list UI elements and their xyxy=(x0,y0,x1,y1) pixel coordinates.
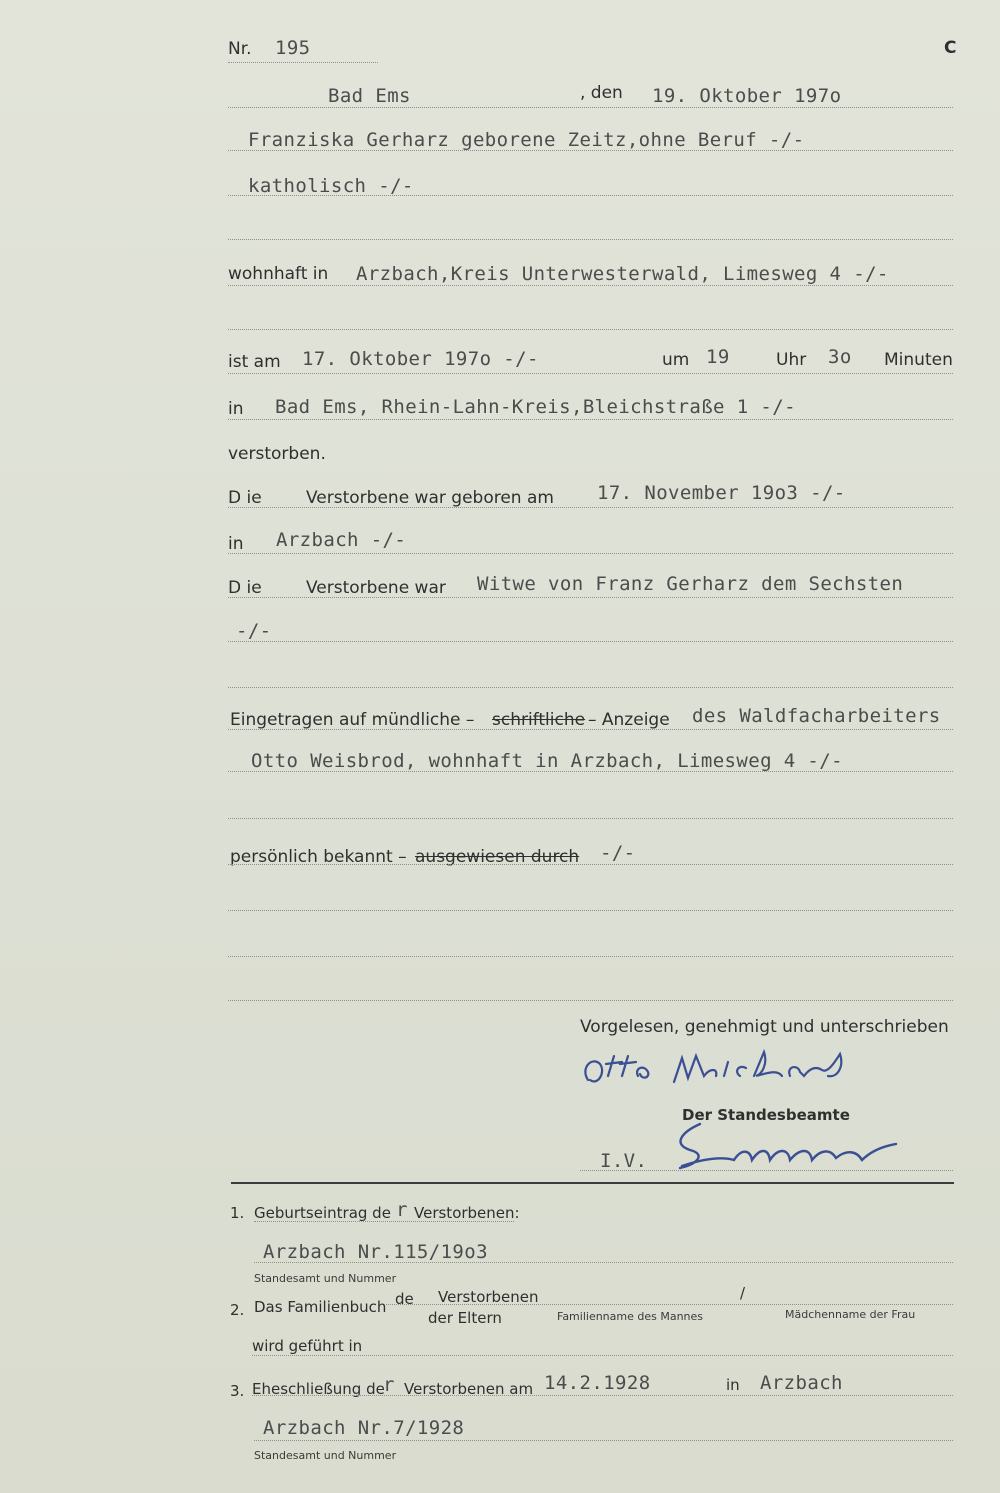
note3-typed-ending: r xyxy=(383,1374,395,1396)
death-date: 17. Oktober 197o -/- xyxy=(302,348,539,370)
death-rule-1 xyxy=(228,373,953,374)
person-rule-1 xyxy=(228,150,953,151)
verstorben-label: verstorben. xyxy=(228,444,326,464)
note2-rule-1 xyxy=(384,1304,953,1305)
registration-label-start: Eingetragen auf mündliche – xyxy=(230,710,475,730)
identity-rule-1 xyxy=(228,864,953,865)
den-label: , den xyxy=(580,83,623,103)
informant-signature xyxy=(578,1046,863,1094)
note2-de: de xyxy=(395,1290,414,1308)
birth-rule-2 xyxy=(228,553,953,554)
death-hour: 19 xyxy=(706,346,730,368)
residence-value: Arzbach,Kreis Unterwesterwald, Limesweg 4 -/- xyxy=(356,263,889,285)
birth-article: D ie xyxy=(228,488,262,508)
birth-rule-1 xyxy=(228,507,953,508)
birth-place: Arzbach -/- xyxy=(276,529,407,551)
note1-label: Geburtseintrag de xyxy=(254,1204,391,1222)
note2-label-2: wird geführt in xyxy=(252,1337,363,1355)
um-label: um xyxy=(662,350,690,370)
status-continuation: -/- xyxy=(236,620,272,642)
note2-caption-wife: Mädchenname der Frau xyxy=(785,1308,916,1321)
signature-rule xyxy=(580,1170,953,1171)
person-rule-2 xyxy=(228,195,953,196)
identity-rule-3 xyxy=(228,956,953,957)
residence-label: wohnhaft in xyxy=(228,264,329,284)
note1-number: 1. xyxy=(230,1204,245,1222)
note3-label: Eheschließung de xyxy=(252,1380,385,1398)
note2-slash: / xyxy=(740,1284,746,1302)
note1-value: Arzbach Nr.115/19o3 xyxy=(263,1241,488,1263)
note3-in-label: in xyxy=(726,1376,740,1394)
date-rule xyxy=(228,107,953,108)
registrar-signature xyxy=(660,1120,920,1176)
note3-value: Arzbach Nr.7/1928 xyxy=(263,1417,465,1439)
person-line-1: Franziska Gerharz geborene Zeitz,ohne Beruf -/- xyxy=(248,129,805,151)
status-article: D ie xyxy=(228,578,262,598)
registration-rule-3 xyxy=(228,818,953,819)
status-rule-3 xyxy=(228,687,953,688)
note3-caption: Standesamt und Nummer xyxy=(254,1449,397,1462)
note1-typed-ending: r xyxy=(396,1199,408,1221)
note3-rule-1 xyxy=(252,1395,953,1396)
corner-letter: C xyxy=(944,38,957,58)
birth-date: 17. November 19o3 -/- xyxy=(597,482,846,504)
person-line-2: katholisch -/- xyxy=(248,175,414,197)
divider-line xyxy=(231,1182,954,1184)
residence-rule-2 xyxy=(228,329,953,330)
registration-value-1: des Waldfacharbeiters xyxy=(692,705,941,727)
death-rule-2 xyxy=(228,419,953,420)
note2-rule-2 xyxy=(252,1355,953,1356)
iv-label: I.V. xyxy=(600,1150,648,1172)
note3-label-mid: Verstorbenen am xyxy=(404,1380,534,1398)
note3-rule-2 xyxy=(254,1440,953,1441)
identity-label-struck: ausgewiesen durch xyxy=(415,847,580,867)
status-rule-2 xyxy=(228,641,953,642)
residence-rule-1 xyxy=(228,285,953,286)
death-place: Bad Ems, Rhein-Lahn-Kreis,Bleichstraße 1 -/- xyxy=(275,396,796,418)
identity-rule-2 xyxy=(228,910,953,911)
note3-number: 3. xyxy=(230,1382,245,1400)
read-approved-label: Vorgelesen, genehmigt und unterschrieben xyxy=(580,1017,949,1037)
status-label: Verstorbene war xyxy=(306,578,446,598)
note1-label-end: Verstorbenen: xyxy=(414,1204,520,1222)
birth-in-label: in xyxy=(228,534,244,554)
identity-rule-4 xyxy=(228,1000,953,1001)
registration-value-2: Otto Weisbrod, wohnhaft in Arzbach, Limesweg 4 -/- xyxy=(251,750,843,772)
note2-number: 2. xyxy=(230,1301,245,1319)
death-minutes: 3o xyxy=(828,346,852,368)
note3-marriage-place: Arzbach xyxy=(760,1372,843,1394)
note1-caption: Standesamt und Nummer xyxy=(254,1272,397,1285)
registry-date: 19. Oktober 197o xyxy=(652,85,842,107)
nr-label: Nr. xyxy=(228,39,252,59)
note2-caption-husband: Familienname des Mannes xyxy=(557,1310,704,1323)
status-value: Witwe von Franz Gerharz dem Sechsten xyxy=(477,573,904,595)
registry-place: Bad Ems xyxy=(328,85,411,107)
record-number: 195 xyxy=(275,37,311,59)
registration-label-struck: schriftliche xyxy=(492,710,586,730)
birth-label: Verstorbene war geboren am xyxy=(306,488,554,508)
note2-option-parents: der Eltern xyxy=(428,1309,502,1327)
death-in-label: in xyxy=(228,399,244,419)
note2-option-deceased: Verstorbenen xyxy=(438,1288,539,1306)
registration-rule-2 xyxy=(228,771,953,772)
status-rule-1 xyxy=(228,597,953,598)
registration-rule-1 xyxy=(228,729,953,730)
identity-label: persönlich bekannt – xyxy=(230,847,407,867)
nr-rule xyxy=(228,62,378,63)
uhr-label: Uhr xyxy=(776,350,807,370)
official-label: Der Standesbeamte xyxy=(682,1106,850,1124)
note2-label: Das Familienbuch xyxy=(254,1298,387,1316)
person-rule-3 xyxy=(228,239,953,240)
note1-rule-2 xyxy=(254,1262,953,1263)
note3-marriage-date: 14.2.1928 xyxy=(544,1372,651,1394)
identity-value: -/- xyxy=(600,842,636,864)
registration-label-end: – Anzeige xyxy=(588,710,670,730)
ist-am-label: ist am xyxy=(228,352,281,372)
minuten-label: Minuten xyxy=(884,350,953,370)
note1-rule-1 xyxy=(254,1221,514,1222)
